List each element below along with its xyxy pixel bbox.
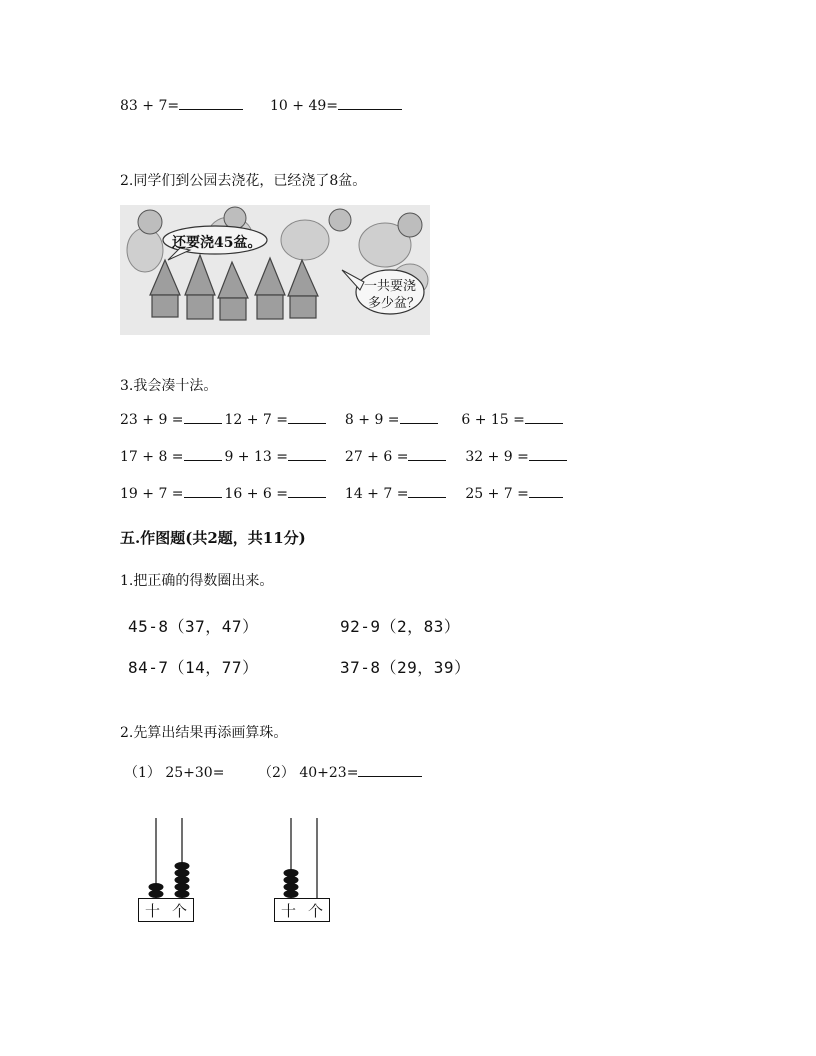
equation: 14 + 7 = — [344, 486, 409, 502]
answer-blank[interactable] — [525, 422, 563, 424]
abacus-bead — [175, 890, 190, 898]
abacus-bead — [149, 883, 164, 891]
answer-blank[interactable] — [184, 422, 222, 424]
answer-blank[interactable] — [288, 459, 326, 461]
answer-blank[interactable] — [179, 108, 243, 110]
tens-label: 十 — [144, 901, 160, 920]
abacus-bead — [175, 869, 190, 877]
answer-blank[interactable] — [184, 496, 222, 498]
equation: 12 + 7 = — [224, 412, 288, 428]
circle-item-4[interactable]: 37-8（29，39） — [340, 658, 471, 677]
answer-blank[interactable] — [529, 459, 567, 461]
answer-blank[interactable] — [400, 422, 438, 424]
equation: 23 + 9 = — [120, 412, 184, 428]
circle-item-2[interactable]: 92-9（2，83） — [340, 617, 461, 636]
answer-blank[interactable] — [288, 422, 326, 424]
speech-bubble-left: 还要浇45盆。 — [172, 235, 262, 251]
equation-1: 83 + 7= — [120, 98, 180, 114]
equation: 25 + 7 = — [465, 486, 529, 502]
equation: 17 + 8 = — [120, 449, 184, 465]
abacus-bead — [175, 883, 190, 891]
circle-item-1[interactable]: 45-8（37，47） — [128, 617, 259, 636]
tens-label: 十 — [280, 901, 296, 920]
abacus-frame — [274, 898, 330, 922]
section-5-q2-text: 2.先算出结果再添画算珠。 — [120, 725, 288, 741]
abacus-problem-1: （1） 25+30= — [124, 765, 225, 781]
abacus-2-rods — [274, 818, 334, 900]
answer-blank[interactable] — [408, 496, 446, 498]
abacus-bead — [175, 876, 190, 884]
equation: 16 + 6 = — [224, 486, 288, 502]
equation: 9 + 13 = — [224, 449, 288, 465]
abacus-2[interactable] — [274, 818, 334, 924]
answer-blank[interactable] — [358, 775, 422, 777]
q3-row-3 — [120, 486, 563, 502]
equation: 8 + 9 = — [344, 412, 400, 428]
answer-blank[interactable] — [288, 496, 326, 498]
tens-beads — [284, 869, 299, 898]
ones-label: 个 — [171, 901, 187, 920]
illustration-svg — [120, 200, 430, 340]
answer-blank[interactable] — [338, 108, 402, 110]
abacus-bead — [149, 890, 164, 898]
abacus-bead — [284, 890, 299, 898]
abacus-frame — [138, 898, 194, 922]
equation: 6 + 15 = — [461, 412, 525, 428]
abacus-1[interactable] — [138, 818, 198, 924]
answer-blank[interactable] — [529, 496, 563, 498]
abacus-1-rods — [138, 818, 198, 900]
ones-beads — [175, 862, 190, 898]
speech-bubble-right-line1: 一共要浇 — [364, 279, 417, 294]
top-row — [120, 98, 402, 114]
section-5-q1-text: 1.把正确的得数圈出来。 — [120, 573, 274, 589]
equation: 32 + 9 = — [465, 449, 529, 465]
answer-blank[interactable] — [408, 459, 446, 461]
abacus-problem-2: （2） 40+23= — [258, 765, 359, 781]
circle-item-3[interactable]: 84-7（14，77） — [128, 658, 259, 677]
speech-bubble-right-line2: 多少盆？ — [368, 296, 421, 311]
abacus-problem-2-row — [258, 762, 422, 782]
q3-row-1 — [120, 412, 563, 428]
abacus-bead — [284, 876, 299, 884]
equation: 19 + 7 = — [120, 486, 184, 502]
equation-2: 10 + 49= — [270, 98, 338, 114]
tens-beads — [149, 883, 164, 898]
answer-blank[interactable] — [184, 459, 222, 461]
question-2-text: 2.同学们到公园去浇花，已经浇了8盆。 — [120, 173, 367, 189]
question-3-text: 3.我会凑十法。 — [120, 378, 218, 394]
abacus-bead — [284, 869, 299, 877]
equation: 27 + 6 = — [344, 449, 409, 465]
section-5-title: 五.作图题(共2题，共11分) — [120, 529, 306, 547]
ones-label: 个 — [307, 901, 323, 920]
q3-row-2 — [120, 449, 567, 465]
abacus-bead — [284, 883, 299, 891]
abacus-bead — [175, 862, 190, 870]
watering-flowers-illustration — [120, 200, 430, 340]
